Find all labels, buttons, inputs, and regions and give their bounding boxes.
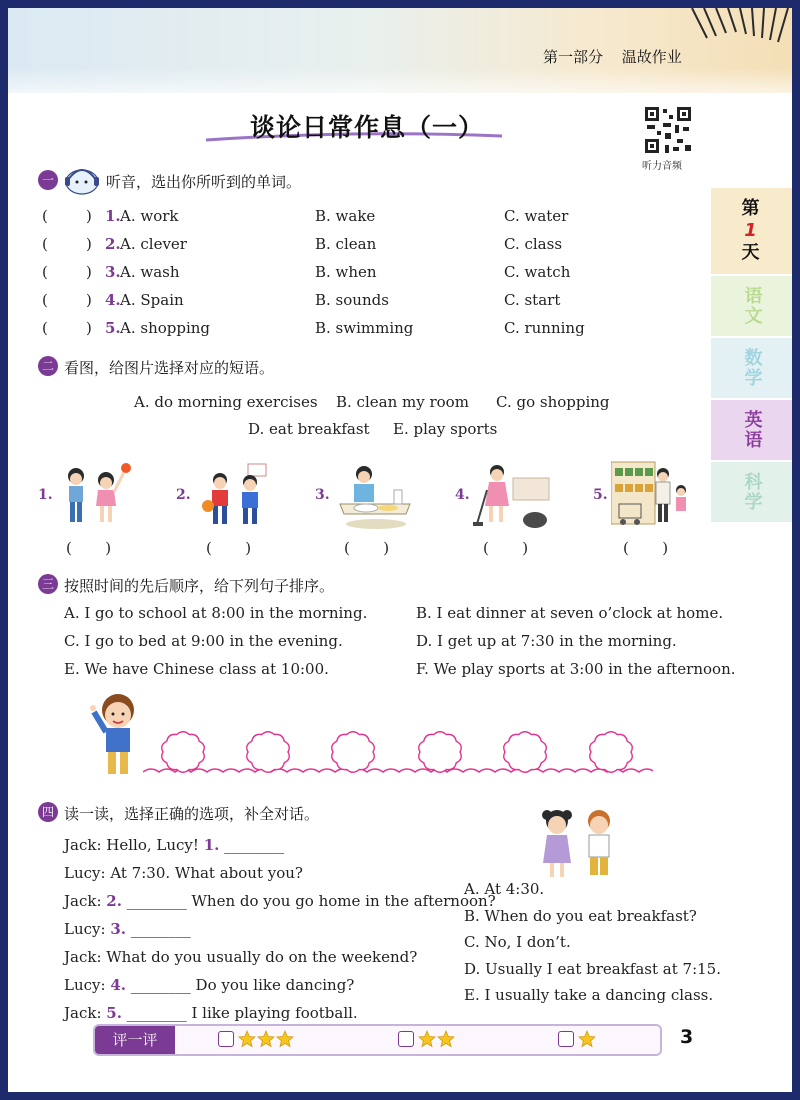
star-icon xyxy=(257,1030,275,1048)
dialogue-line xyxy=(64,864,303,882)
subject-tabs xyxy=(711,188,792,524)
rating-checkbox[interactable] xyxy=(558,1031,574,1047)
ordering-sequence-path xyxy=(143,728,653,788)
blank-number: 1. xyxy=(203,836,220,854)
rating-label: 评一评 xyxy=(95,1026,175,1054)
dialogue-text: Jack: What do you usually do on the weekend? xyxy=(64,948,418,966)
picture-number: 3. xyxy=(315,487,330,503)
answer-blank[interactable]: ( ) xyxy=(206,539,252,557)
question-number: 3. xyxy=(105,263,121,281)
rating-checkbox[interactable] xyxy=(398,1031,414,1047)
tab-science[interactable]: 科学 xyxy=(711,462,792,522)
blank-number: 3. xyxy=(110,920,126,938)
phrase-option: C. go shopping xyxy=(496,393,610,411)
rating-option[interactable] xyxy=(218,1029,295,1049)
sentence-item: F. We play sports at 3:00 in the afternoon. xyxy=(416,660,736,678)
picture-number: 1. xyxy=(38,487,53,503)
section3-badge: 三 xyxy=(38,574,58,594)
dialogue-option: A. At 4:30. xyxy=(464,880,545,898)
qr-code[interactable] xyxy=(643,105,693,155)
answer-blank[interactable]: ( ) xyxy=(42,263,92,281)
option-b: B. when xyxy=(315,263,377,281)
sentence-item: E. We have Chinese class at 10:00. xyxy=(64,660,329,678)
dialogue-text: Jack: Hello, Lucy! xyxy=(64,836,204,854)
dialogue-text: Jack: xyxy=(64,1004,107,1022)
tab-math[interactable]: 数学 xyxy=(711,338,792,398)
answer-blank[interactable]: ( ) xyxy=(483,539,529,557)
answer-blank[interactable]: ( ) xyxy=(66,539,112,557)
dialogue-line xyxy=(64,976,354,994)
dialogue-text: ________ xyxy=(126,920,191,938)
question-number: 4. xyxy=(105,291,121,309)
option-a: A. shopping xyxy=(120,319,211,337)
dialogue-text: Lucy: At 7:30. What about you? xyxy=(64,864,303,882)
tab-english[interactable]: 英语 xyxy=(711,400,792,460)
option-b: B. clean xyxy=(315,235,377,253)
picture-number: 5. xyxy=(593,487,608,503)
flower-answer-slot[interactable] xyxy=(500,728,550,776)
picture-number: 2. xyxy=(176,487,191,503)
dialogue-line xyxy=(64,892,496,910)
page-title: 谈论日常作息（一） xyxy=(250,113,485,142)
option-b: B. swimming xyxy=(315,319,414,337)
question-number: 1. xyxy=(105,207,121,225)
dialogue-line xyxy=(64,836,284,854)
sentence-item: D. I get up at 7:30 in the morning. xyxy=(416,632,677,650)
flower-answer-slot[interactable] xyxy=(586,728,636,776)
header-section: 温故作业 xyxy=(621,48,682,66)
dialogue-option: C. No, I don’t. xyxy=(464,933,571,951)
option-b: B. sounds xyxy=(315,291,389,309)
option-a: A. Spain xyxy=(120,291,184,309)
boy-pointing-icon xyxy=(88,688,144,778)
dialogue-text: Lucy: xyxy=(64,976,111,994)
basketball-kids-icon xyxy=(198,460,273,532)
flower-answer-slot[interactable] xyxy=(158,728,208,776)
dialogue-text: ________ xyxy=(219,836,285,854)
workbook-page xyxy=(8,8,792,1092)
sentence-item: A. I go to school at 8:00 in the morning. xyxy=(64,604,368,622)
option-c: C. watch xyxy=(504,263,571,281)
tab-day[interactable]: 第 1 天 xyxy=(711,188,792,274)
dialogue-line xyxy=(64,1004,358,1022)
section3-title: 按照时间的先后顺序，给下列句子排序。 xyxy=(64,577,335,595)
rating-option[interactable] xyxy=(558,1029,597,1049)
option-b: B. wake xyxy=(315,207,376,225)
option-c: C. running xyxy=(504,319,585,337)
picture-number: 4. xyxy=(455,487,470,503)
dialogue-text: Jack: xyxy=(64,892,107,910)
section4-badge: 四 xyxy=(38,802,58,822)
qr-caption: 听力音频 xyxy=(642,161,682,172)
answer-blank[interactable]: ( ) xyxy=(344,539,390,557)
answer-blank[interactable]: ( ) xyxy=(42,291,92,309)
phrase-option: E. play sports xyxy=(393,420,498,438)
supermarket-shopping-icon xyxy=(611,460,691,532)
dialogue-text: ________ I like playing football. xyxy=(121,1004,358,1022)
option-a: A. clever xyxy=(120,235,187,253)
eating-breakfast-icon xyxy=(336,460,416,532)
star-icon xyxy=(276,1030,294,1048)
vacuum-cleaning-icon xyxy=(473,460,553,532)
flower-answer-slot[interactable] xyxy=(328,728,378,776)
section2-title: 看图，给图片选择对应的短语。 xyxy=(64,359,275,377)
page-number: 3 xyxy=(680,1026,694,1048)
header-breadcrumb xyxy=(543,46,696,67)
dialogue-option: B. When do you eat breakfast? xyxy=(464,906,697,925)
two-kids-icon xyxy=(533,803,623,879)
rating-checkbox[interactable] xyxy=(218,1031,234,1047)
section4-title: 读一读，选择正确的选项，补全对话。 xyxy=(64,805,320,823)
morning-exercise-kids-icon xyxy=(58,460,133,532)
question-number: 5. xyxy=(105,319,121,337)
header-part: 第一部分 xyxy=(543,48,604,66)
option-c: C. class xyxy=(504,235,563,253)
phrase-option: B. clean my room xyxy=(336,393,469,411)
answer-blank[interactable]: ( ) xyxy=(623,539,669,557)
blank-number: 5. xyxy=(106,1004,122,1022)
tab-chinese[interactable]: 语文 xyxy=(711,276,792,336)
blank-number: 2. xyxy=(106,892,122,910)
section2-badge: 二 xyxy=(38,356,58,376)
question-number: 2. xyxy=(105,235,121,253)
dialogue-text: Lucy: xyxy=(64,920,111,938)
section1-badge: 一 xyxy=(38,170,58,190)
flower-answer-slot[interactable] xyxy=(415,728,465,776)
dialogue-text: ________ When do you go home in the afternoon? xyxy=(121,892,496,910)
star-icon xyxy=(437,1030,455,1048)
star-icon xyxy=(238,1030,256,1048)
star-icon xyxy=(418,1030,436,1048)
sentence-item: B. I eat dinner at seven o’clock at home. xyxy=(416,604,724,622)
phrase-option: A. do morning exercises xyxy=(134,393,318,411)
flower-answer-slot[interactable] xyxy=(243,728,293,776)
dialogue-line xyxy=(64,920,191,938)
blank-number: 4. xyxy=(110,976,126,994)
dialogue-line xyxy=(64,948,417,966)
star-icon xyxy=(578,1030,596,1048)
headphones-icon xyxy=(62,162,102,196)
answer-blank[interactable]: ( ) xyxy=(42,319,92,337)
dialogue-text: ________ Do you like dancing? xyxy=(126,976,355,994)
rating-option[interactable] xyxy=(398,1029,456,1049)
option-c: C. water xyxy=(504,207,569,225)
sentence-item: C. I go to bed at 9:00 in the evening. xyxy=(64,632,343,650)
option-c: C. start xyxy=(504,291,561,309)
section1-title: 听音，选出你所听到的单词。 xyxy=(106,173,302,191)
option-a: A. wash xyxy=(120,263,180,281)
palm-leaves-decoration xyxy=(682,8,792,48)
answer-blank[interactable]: ( ) xyxy=(42,207,92,225)
dialogue-option: E. I usually take a dancing class. xyxy=(464,986,714,1004)
answer-blank[interactable]: ( ) xyxy=(42,235,92,253)
phrase-option: D. eat breakfast xyxy=(248,420,370,438)
option-a: A. work xyxy=(120,207,179,225)
dialogue-option: D. Usually I eat breakfast at 7:15. xyxy=(464,959,721,978)
